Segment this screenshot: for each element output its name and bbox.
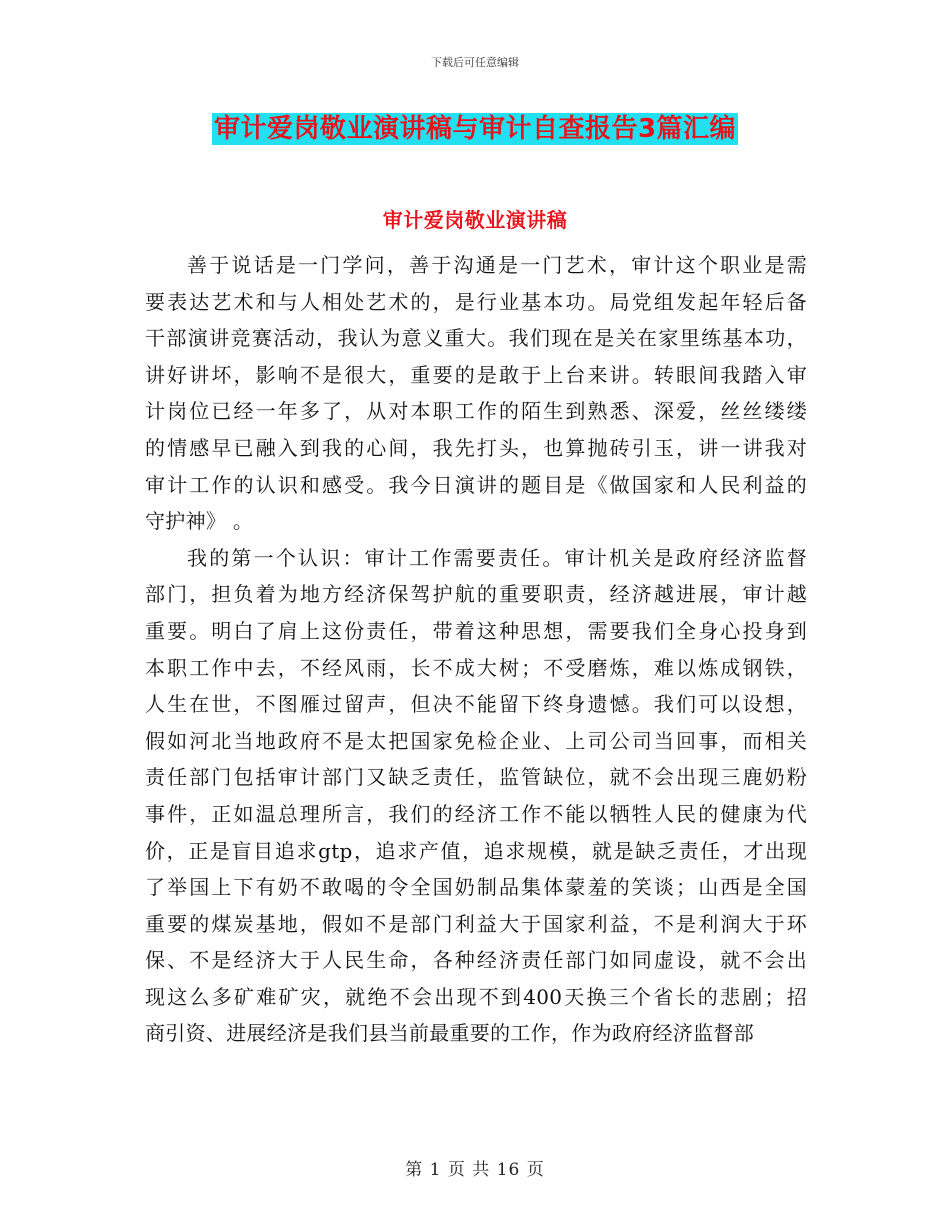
text-line: 事件，正如温总理所言，我们的经济工作不能以牺牲人民的健康为代: [145, 801, 807, 826]
text-line: 商引资、进展经济是我们县当前最重要的工作，作为政府经济监督部: [145, 1021, 754, 1046]
text-line: 责任部门包括审计部门又缺乏责任，监管缺位，就不会出现三鹿奶粉: [145, 765, 807, 790]
text-line: 讲好讲坏，影响不是很大，重要的是敢于上台来讲。转眼间我踏入审: [145, 362, 807, 387]
text-line: 干部演讲竞赛活动，我认为意义重大。我们现在是关在家里练基本功，: [145, 326, 807, 351]
text-line: 价，正是盲目追求gtp，追求产值，追求规模，就是缺乏责任，才出现: [145, 838, 807, 863]
text-line: 假如河北当地政府不是太把国家免检企业、上司公司当回事，而相关: [145, 728, 807, 753]
header-note: 下载后可任意编辑: [431, 56, 519, 69]
section-title: 审计爱岗敬业演讲稿: [382, 208, 568, 232]
text-line: 现这么多矿难矿灾，就绝不会出现不到400天换三个省长的悲剧；招: [145, 984, 807, 1009]
body-text: [145, 247, 807, 1052]
text-line: 善于说话是一门学问，善于沟通是一门艺术，审计这个职业是需: [187, 253, 807, 277]
text-line: 重要。明白了肩上这份责任，带着这种思想，需要我们全身心投身到: [145, 618, 807, 643]
page-footer: 第 1 页 共 16 页: [405, 1160, 545, 1180]
paragraph: [145, 540, 807, 1052]
text-line: 重要的煤炭基地，假如不是部门利益大于国家利益，不是利润大于环: [145, 911, 807, 936]
text-line: 要表达艺术和与人相处艺术的，是行业基本功。局党组发起年轻后备: [145, 289, 807, 314]
text-line: 人生在世，不图雁过留声，但决不能留下终身遗憾。我们可以设想，: [145, 692, 807, 717]
text-line: 计岗位已经一年多了，从对本职工作的陌生到熟悉、深爱，丝丝缕缕: [145, 399, 807, 424]
document-title: 审计爱岗敬业演讲稿与审计自查报告3篇汇编: [213, 114, 737, 144]
text-line: 我的第一个认识：审计工作需要责任。审计机关是政府经济监督: [187, 545, 807, 570]
text-line: 守护神》 。: [145, 509, 254, 534]
text-line: 本职工作中去，不经风雨，长不成大树；不受磨炼，难以炼成钢铁，: [145, 655, 807, 680]
text-line: 部门，担负着为地方经济保驾护航的重要职责，经济越进展，审计越: [145, 582, 807, 607]
text-line: 了举国上下有奶不敢喝的令全国奶制品集体蒙羞的笑谈；山西是全国: [145, 875, 807, 900]
paragraph: [145, 247, 807, 540]
text-line: 保、不是经济大于人民生命，各种经济责任部门如同虚设，就不会出: [145, 948, 807, 973]
text-line: 的情感早已融入到我的心间，我先打头，也算抛砖引玉，讲一讲我对: [145, 435, 807, 460]
text-line: 审计工作的认识和感受。我今日演讲的题目是《做国家和人民利益的: [145, 472, 807, 497]
title-wrap: [0, 113, 950, 145]
